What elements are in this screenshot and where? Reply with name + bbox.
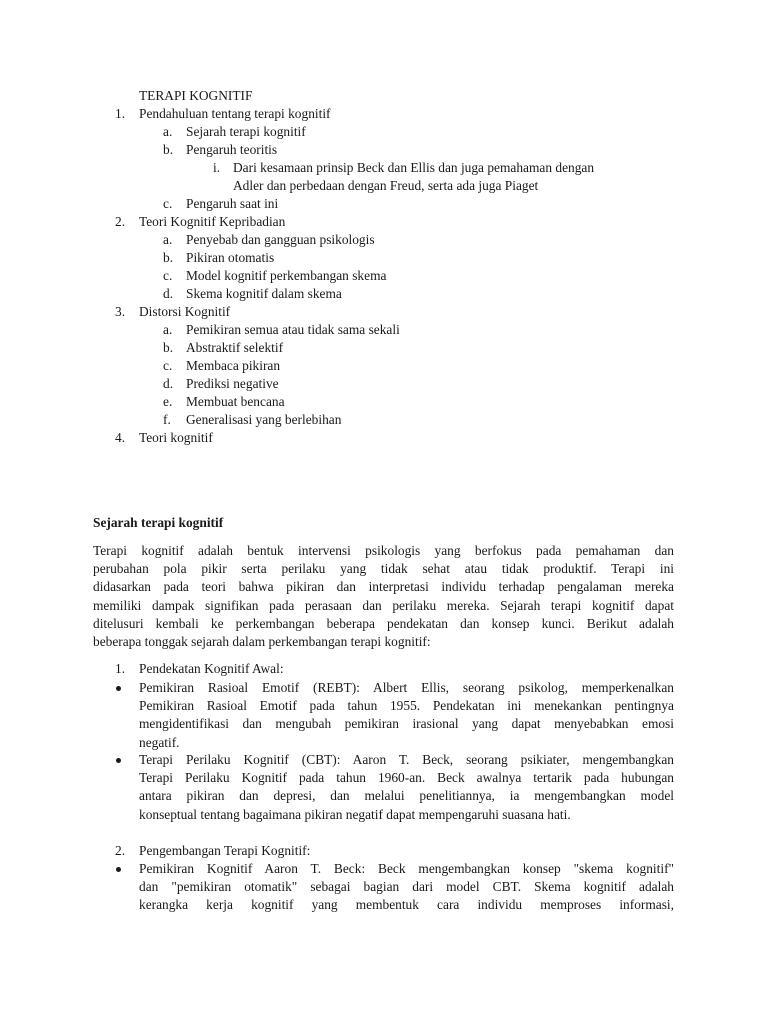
list-item: Skema kognitif dalam skema [186, 286, 342, 301]
list-item-mark: d. [163, 376, 174, 391]
bullet-line: Terapi Perilaku Kognitif (CBT): Aaron T. Beck, seorang psikiater, mengembangkan [139, 752, 674, 767]
list-item: Model kognitif perkembangan skema [186, 268, 387, 283]
list-heading: Pendekatan Kognitif Awal: [139, 661, 284, 676]
bullet-line: antara pikiran dan depresi, dan melalui penelitiannya, ia mengembangkan model [139, 788, 674, 804]
list-item-mark: b. [163, 340, 174, 355]
list-heading: Pengembangan Terapi Kognitif: [139, 843, 311, 858]
bullet-line: negatif. [139, 734, 180, 750]
list-item-mark: a. [163, 322, 173, 337]
list-item-mark: b. [163, 250, 174, 265]
paragraph-line: Terapi kognitif adalah bentuk intervensi psikologis yang berfokus pada pemahaman dan [93, 543, 674, 558]
paragraph-line: memiliki dampak signifikan pada perasaan dan perilaku mereka. Sejarah terapi kognitif dapat [93, 597, 674, 613]
paragraph-line: perubahan pola pikir serta perilaku yang tidak sehat atau tidak produktif. Terapi ini [93, 561, 674, 577]
list-item: Pengaruh saat ini [186, 196, 279, 211]
list-item-mark: b. [163, 142, 174, 157]
section-3-label: Distorsi Kognitif [139, 304, 231, 319]
list-item: Dari kesamaan prinsip Beck dan Ellis dan juga pemahaman dengan [233, 160, 595, 175]
list-item-mark: a. [163, 124, 173, 139]
list-item-mark: c. [163, 196, 173, 211]
section-heading: Sejarah terapi kognitif [93, 515, 224, 530]
bullet-line: mengidentifikasi dan mengubah pemikiran irasional yang dapat menyebabkan emosi [139, 716, 674, 732]
section-3-number: 3. [115, 304, 126, 319]
list-item: Abstraktif selektif [186, 340, 284, 355]
list-item-mark: e. [163, 394, 173, 409]
intro-paragraph [93, 542, 674, 651]
outline-title: TERAPI KOGNITIF [139, 88, 253, 103]
section-2-label: Teori Kognitif Kepribadian [139, 214, 286, 229]
list-item: Sejarah terapi kognitif [186, 124, 306, 139]
bullet-line: dan "pemikiran otomatik" sebagai bagian dari model CBT. Skema kognitif adalah [139, 879, 674, 895]
bullet-line: kerangka kerja kognitif yang membentuk cara individu memproses informasi, [139, 897, 674, 913]
bullet-icon [116, 758, 121, 763]
list-item: Penyebab dan gangguan psikologis [186, 232, 375, 247]
paragraph-line: beberapa tonggak sejarah dalam perkembangan terapi kognitif: [93, 633, 431, 649]
bullet-item [139, 860, 674, 915]
list-item: Pengaruh teoritis [186, 142, 278, 157]
bullet-line: Pemikiran Rasioal Emotif (REBT): Albert Ellis, seorang psikolog, memperkenalkan [139, 680, 674, 695]
section-4-label: Teori kognitif [139, 430, 213, 445]
section-1-number: 1. [115, 106, 126, 121]
list-item: Prediksi negative [186, 376, 279, 391]
bullet-item [139, 751, 674, 824]
list-item: Membuat bencana [186, 394, 285, 409]
list-item-mark: c. [163, 268, 173, 283]
list-item-mark: f. [163, 412, 171, 427]
section-2-number: 2. [115, 214, 126, 229]
bullet-item [139, 679, 674, 752]
bullet-icon [116, 686, 121, 691]
bullet-line: Pemikiran Rasioal Emotif pada tahun 1955. Pendekatan ini menekankan pentingnya [139, 698, 674, 714]
list-item-mark: c. [163, 358, 173, 373]
bullet-icon [116, 867, 121, 872]
list-item: Pikiran otomatis [186, 250, 275, 265]
list-item-continuation: Adler dan perbedaan dengan Freud, serta ada juga Piaget [233, 178, 539, 193]
list-item: Generalisasi yang berlebihan [186, 412, 342, 427]
bullet-line: konseptual tentang bagaimana pikiran negatif dapat mempengaruhi suasana hati. [139, 806, 571, 822]
paragraph-line: didasarkan pada teori bahwa pikiran dan interpretasi individu terhadap pengalaman mereka [93, 579, 674, 595]
list-number: 2. [115, 843, 126, 858]
list-number: 1. [115, 661, 126, 676]
list-item-mark: i. [213, 160, 221, 175]
list-item: Membaca pikiran [186, 358, 281, 373]
list-item: Pemikiran semua atau tidak sama sekali [186, 322, 400, 337]
paragraph-line: ditelusuri kembali ke perkembangan beberapa pendekatan dan konsep kunci. Berikut adalah [93, 615, 674, 631]
bullet-line: Pemikiran Kognitif Aaron T. Beck: Beck mengembangkan konsep "skema kognitif" [139, 861, 674, 876]
list-item-mark: d. [163, 286, 174, 301]
section-4-number: 4. [115, 430, 126, 445]
list-item-mark: a. [163, 232, 173, 247]
section-1-label: Pendahuluan tentang terapi kognitif [139, 106, 331, 121]
bullet-line: Terapi Perilaku Kognitif pada tahun 1960-an. Beck awalnya tertarik pada hubungan [139, 770, 674, 786]
